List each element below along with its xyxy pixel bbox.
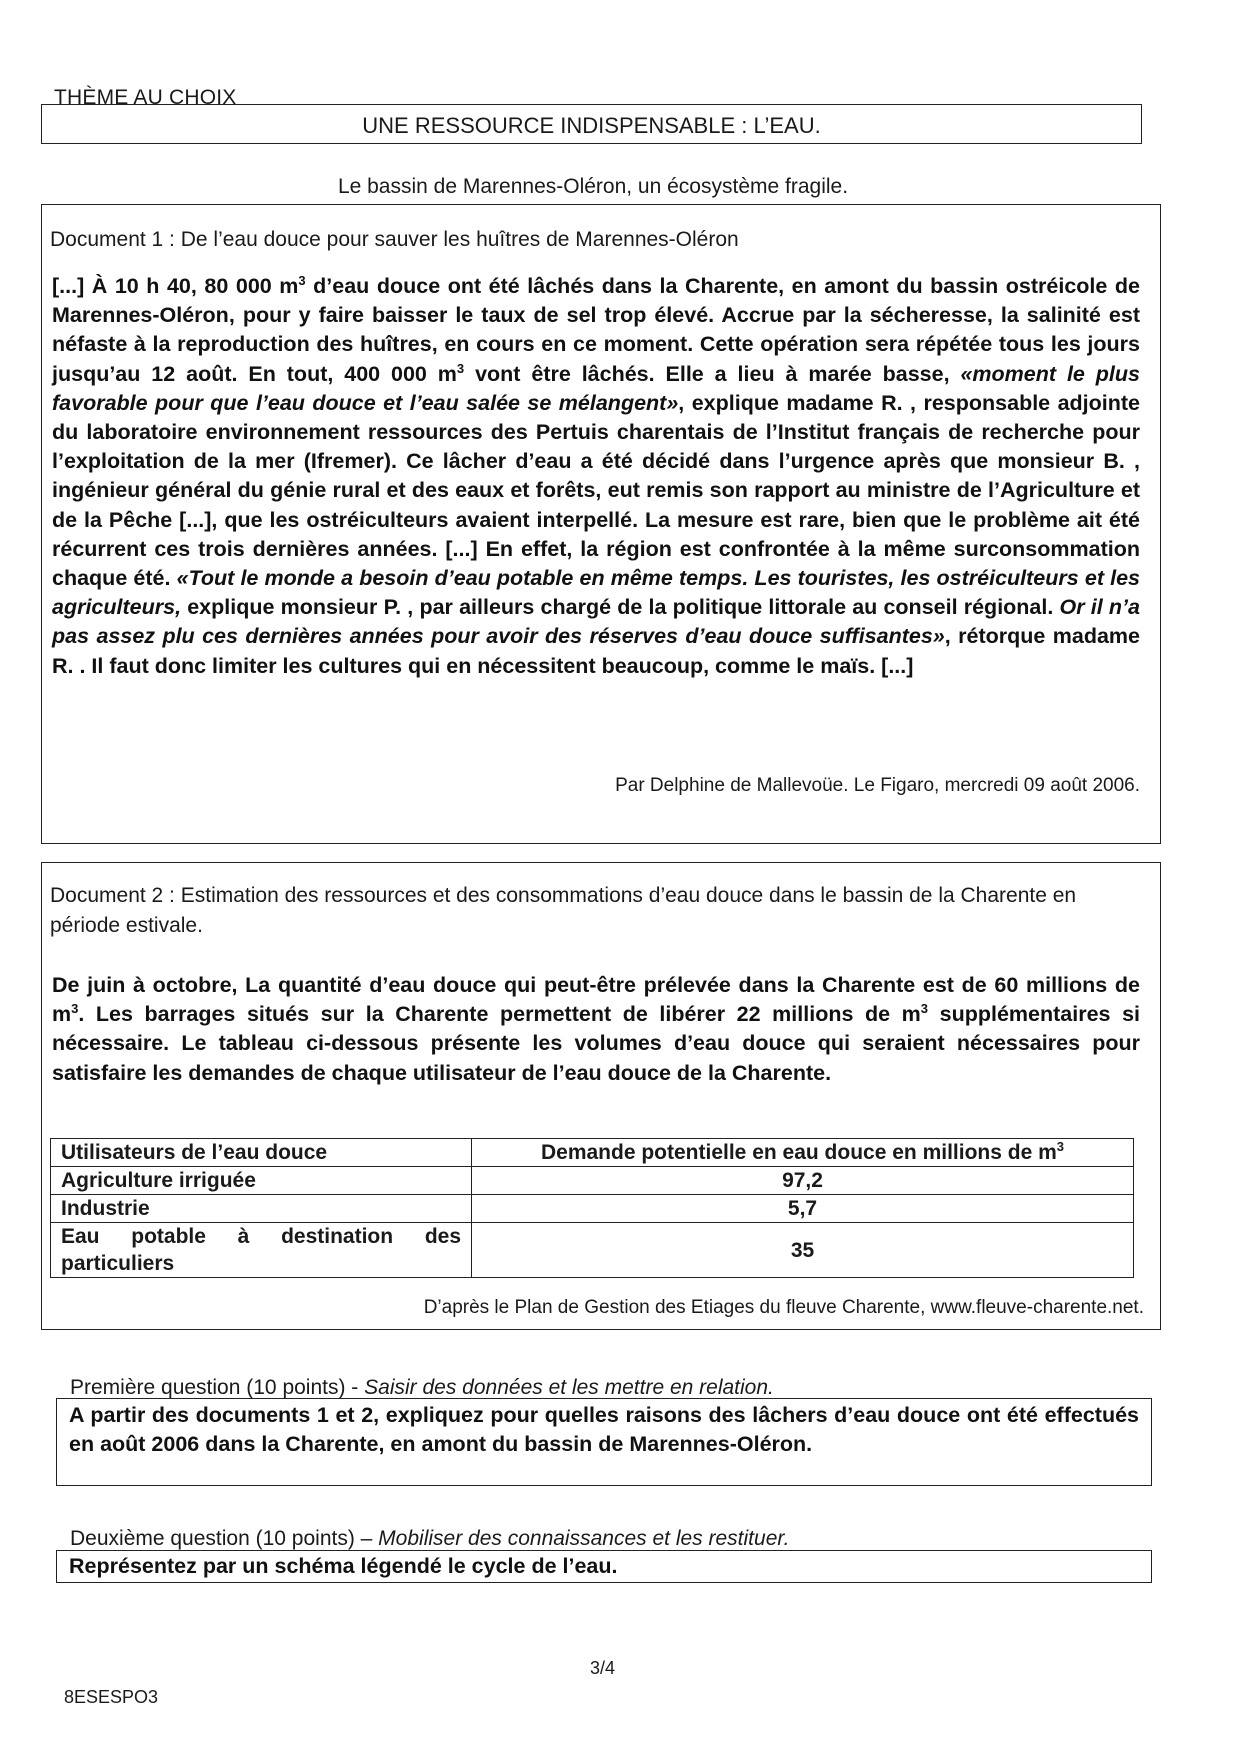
table-cell-user: Agriculture irriguée (51, 1167, 472, 1195)
table-row (51, 1223, 1134, 1278)
table-cell-user: Industrie (51, 1195, 472, 1223)
question-2-box (56, 1550, 1152, 1583)
question-1-text: A partir des documents 1 et 2, expliquez pour quelles raisons des lâchers d’eau douce ont été effectués en août 2006 dans la Charente, en amont du bassin de Marennes-Oléron. (69, 1403, 1139, 1457)
table-header-demand: Demande potentielle en eau douce en millions de $m^3$ (472, 1139, 1134, 1167)
doc1-source: Par Delphine de Mallevoüe. Le Figaro, mercredi 09 août 2006. (615, 775, 1140, 796)
table-cell-value: 97,2 (472, 1167, 1134, 1195)
table-header-users: Utilisateurs de l’eau douce (51, 1139, 472, 1167)
table-row (51, 1195, 1134, 1223)
doc2-source: D’après le Plan de Gestion des Etiages du fleuve Charente, www.fleuve-charente.net. (423, 1297, 1144, 1318)
exam-code: 8ESESPO3 (64, 1687, 159, 1707)
subtitle: Le bassin de Marennes-Oléron, un écosystème fragile. (337, 175, 849, 198)
table-header-row (51, 1139, 1134, 1167)
table-cell-user: Eau potable à destination des particuliers (51, 1223, 472, 1278)
question-1-box (56, 1398, 1152, 1486)
question-1-heading: Première question (10 points) - Saisir des données et les mettre en relation. (70, 1376, 774, 1399)
doc2-heading: Document 2 : Estimation des ressources et des consommations d’eau douce dans le bassin de la Charente en période estivale. (50, 884, 1077, 937)
doc2-body: De juin à octobre, La quantité d’eau douce qui peut-être prélevée dans la Charente est de 60 millions de $m^3$. Les barrages situés sur la Charente permettent de libérer 22 millions de $m^3$ supplémentaires si nécessaire. Le tableau ci-dessous présente les volumes d’eau douce qui seraient nécessaires pour satisfaire les demandes de chaque utilisateur de l’eau douce de la Charente. (52, 973, 1140, 1085)
document-1 (41, 204, 1161, 844)
page-title: UNE RESSOURCE INDISPENSABLE : L’EAU. (362, 113, 821, 138)
doc1-body: [...] À 10 h 40, 80 000 $m^3$ d’eau douce ont été lâchés dans la Charente, en amont du bassin ostréicole de Marennes-Oléron, pour y faire baisser le taux de sel trop élevé. Accrue par la sécheresse, la salinité est néfaste à la reproduction des huîtres, en cours en ce moment. Cette opération sera répétée tous les jours jusqu’au 12 août. En tout, 400 000 $m^3$ vont être lâchés. Elle a lieu à marée basse, «moment le plus favorable pour que l’eau douce et l’eau salée se mélangent», explique madame R. , responsable adjointe du laboratoire environnement ressources des Pertuis charentais de l’Institut français de recherche pour l’exploitation de la mer (Ifremer). Ce lâcher d’eau a été décidé dans l’urgence après que monsieur B. , ingénieur général du génie rural et des eaux et forêts, eut remis son rapport au ministre de l’Agriculture et de la Pêche [...], que les ostréiculteurs avaient interpellé. La mesure est rare, bien que le problème ait été récurrent ces trois dernières années. [...] En effet, la région est confrontée à la même surconsommation chaque été. «Tout le monde a besoin d’eau potable en même temps. Les touristes, les ostréiculteurs et les agriculteurs, explique monsieur P. , par ailleurs chargé de la politique littorale au conseil régional. Or il n’a pas assez plu ces dernières années pour avoir des réserves d’eau douce suffisantes», rétorque madame R. . Il faut donc limiter les cultures qui en nécessitent beaucoup, comme le maïs. [...] (52, 272, 1141, 678)
doc1-heading: Document 1 : De l’eau douce pour sauver les huîtres de Marennes-Oléron (50, 228, 739, 251)
table-cell-value: 5,7 (472, 1195, 1134, 1223)
table-cell-value: 35 (472, 1223, 1134, 1278)
question-2-heading: Deuxième question (10 points) – Mobiliser des connaissances et les restituer. (70, 1527, 790, 1550)
theme-label: THÈME AU CHOIX (54, 86, 237, 109)
table-row (51, 1167, 1134, 1195)
water-demand-table (50, 1138, 1134, 1278)
question-2-text: Représentez par un schéma légendé le cycle de l’eau. (69, 1554, 618, 1578)
page-number: 3/4 (590, 1658, 616, 1678)
